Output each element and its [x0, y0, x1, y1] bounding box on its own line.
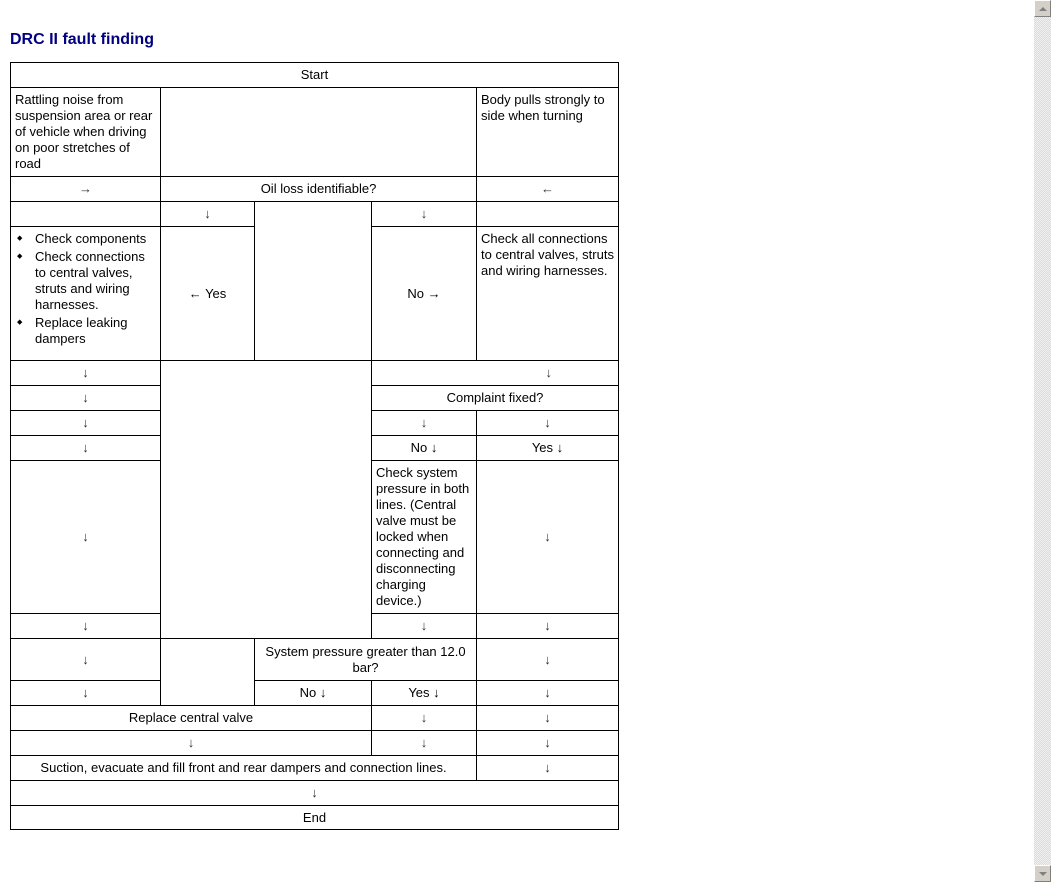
arrow-down-icon: ↓ [82, 618, 89, 633]
arrow-down-icon: ↓ [420, 206, 428, 221]
arrow-down-cell [476, 613, 619, 639]
symptom-left-text: Rattling noise from suspension area or rear of vehicle when driving on poor stretches of road [15, 92, 153, 171]
arrow-down-cell [476, 755, 619, 781]
pressure-question-cell [254, 638, 477, 681]
arrow-down-cell [476, 638, 619, 681]
complaint-no-cell [371, 435, 477, 461]
arrow-down-icon: ↓ [545, 365, 552, 380]
arrow-down-icon: ↓ [82, 529, 89, 544]
arrow-down-icon: ↓ [544, 651, 551, 667]
complaint-yes-cell [476, 435, 619, 461]
arrow-down-icon: ↓ [82, 365, 89, 380]
arrow-down-icon: ↓ [311, 785, 318, 800]
empty-cell [160, 87, 477, 177]
check-pressure-cell [371, 460, 477, 614]
symptom-right-cell [476, 87, 619, 177]
complaint-yes-label: Yes ↓ [531, 440, 564, 455]
actions-left-list [15, 231, 156, 349]
scroll-down-button[interactable] [1034, 865, 1051, 882]
action-right-cell [476, 226, 619, 361]
arrow-down-icon: ↓ [82, 440, 89, 455]
arrow-down-cell [10, 385, 161, 411]
arrow-down-icon: ↓ [544, 735, 551, 750]
arrow-down-icon: ↓ [187, 735, 195, 750]
arrow-down-cell [10, 638, 161, 681]
empty-cell [160, 638, 255, 706]
arrow-down-cell [10, 460, 161, 614]
oil-loss-question-cell [160, 176, 477, 202]
empty-cell [160, 360, 372, 639]
arrow-down-cell [371, 730, 477, 756]
arrow-down-cell [371, 410, 477, 436]
arrow-down-cell [160, 201, 255, 227]
check-pressure-text: Check system pressure in both lines. (Central valve must be locked when connecting and disconnecting charging device.) [376, 465, 470, 608]
replace-valve-text: Replace central valve [128, 710, 254, 725]
arrow-down-icon: ↓ [544, 618, 551, 633]
arrow-down-cell [371, 360, 619, 386]
arrow-down-cell [10, 613, 161, 639]
oil-loss-question: Oil loss identifiable? [260, 181, 377, 196]
arrow-down-icon: ↓ [204, 206, 211, 221]
arrow-down-cell [371, 613, 477, 639]
symptom-left-cell [10, 87, 161, 177]
arrow-down-cell [476, 705, 619, 731]
arrow-down-icon: ↓ [420, 710, 428, 725]
arrow-down-icon: ↓ [544, 415, 551, 430]
arrow-down-icon: ↓ [82, 685, 89, 700]
pressure-yes-label: Yes ↓ [408, 685, 440, 700]
arrow-down-cell [10, 410, 161, 436]
actions-left-cell [10, 226, 161, 361]
action-right-text: Check all connections to central valves, struts and wiring harnesses. [481, 231, 614, 278]
arrow-down-icon: ↓ [544, 710, 551, 725]
end-label: End [302, 809, 327, 825]
arrow-down-cell [476, 410, 619, 436]
complaint-question: Complaint fixed? [446, 390, 544, 405]
pressure-question: System pressure greater than 12.0 bar? [265, 643, 466, 675]
arrow-down-icon: ↓ [82, 651, 89, 667]
symptom-right-text: Body pulls strongly to side when turning [481, 92, 605, 123]
scroll-up-button[interactable] [1034, 0, 1051, 17]
complaint-no-label: No ↓ [410, 440, 438, 455]
arrow-down-cell [10, 435, 161, 461]
arrow-down-icon: ↓ [544, 529, 551, 544]
arrow-left-cell [476, 176, 619, 202]
replace-valve-cell [10, 705, 372, 731]
no-branch-label: No → [407, 285, 441, 301]
arrow-right-icon: → [79, 181, 92, 196]
arrow-down-icon: ↓ [544, 685, 551, 700]
action-item: ◆ Check components [15, 231, 156, 247]
arrow-down-cell [476, 680, 619, 706]
arrow-down-cell [10, 360, 161, 386]
action-item: ◆ Check connections to central valves, struts and wiring harnesses. [15, 249, 156, 313]
arrow-down-icon: ↓ [420, 735, 428, 750]
yes-branch-label: ← Yes [188, 285, 227, 301]
arrow-down-icon: ↓ [82, 415, 89, 430]
suction-cell [10, 755, 477, 781]
vertical-scrollbar[interactable] [1034, 0, 1051, 882]
arrow-down-icon: ↓ [544, 760, 551, 775]
scroll-down-arrow-icon [1039, 872, 1047, 876]
empty-cell [476, 201, 619, 227]
complaint-question-cell [371, 385, 619, 411]
arrow-down-cell [476, 730, 619, 756]
arrow-down-icon: ↓ [420, 415, 428, 430]
arrow-down-cell [10, 780, 619, 806]
yes-branch-cell [160, 226, 255, 361]
empty-cell [10, 201, 161, 227]
action-item: ◆ Replace leaking dampers [15, 315, 156, 347]
arrow-left-icon: ← [541, 181, 554, 196]
page-title: DRC II fault finding [10, 31, 154, 48]
arrow-down-cell [371, 705, 477, 731]
pressure-no-cell [254, 680, 372, 706]
scroll-up-arrow-icon [1039, 7, 1047, 11]
start-label: Start [300, 67, 329, 82]
pressure-no-label: No ↓ [299, 685, 327, 700]
suction-text: Suction, evacuate and fill front and rear dampers and connection lines. [40, 760, 447, 775]
arrow-down-icon: ↓ [420, 618, 428, 633]
end-cell [10, 805, 619, 830]
pressure-yes-cell [371, 680, 477, 706]
arrow-down-cell [371, 201, 477, 227]
arrow-down-cell [10, 680, 161, 706]
start-cell [10, 62, 619, 88]
no-branch-cell [371, 226, 477, 361]
arrow-down-cell [476, 460, 619, 614]
arrow-down-icon: ↓ [82, 390, 89, 405]
arrow-right-cell [10, 176, 161, 202]
arrow-down-cell [10, 730, 372, 756]
